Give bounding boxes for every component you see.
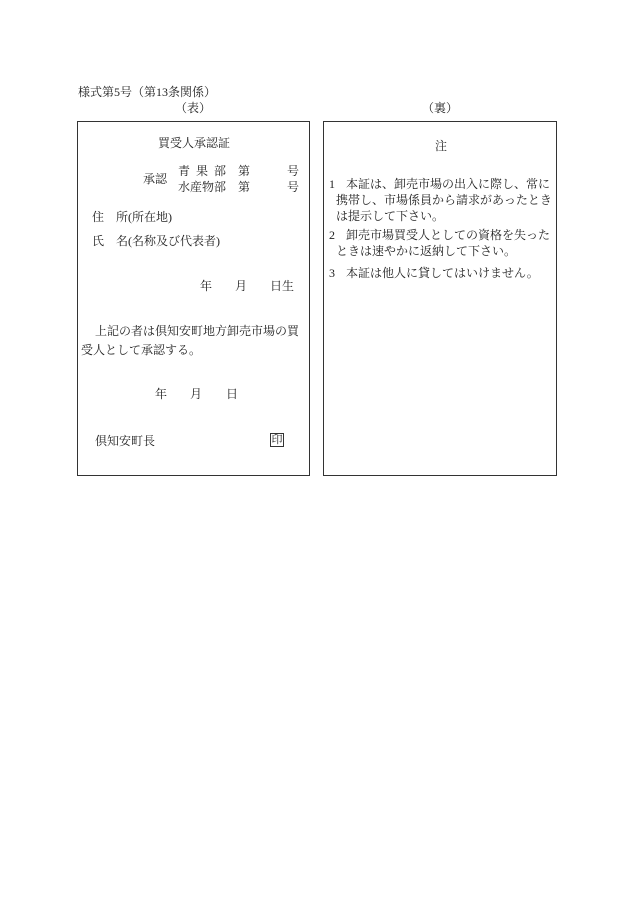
issue-year-label: 年 [155,387,168,401]
certificate-title: 買受人承認証 [158,136,231,150]
issue-day-label: 日 [226,387,239,401]
certificate-front [77,121,310,476]
notes-heading: 注 [435,139,448,153]
form-number-label: 様式第5号（第13条関係） [78,85,217,99]
name-label: 氏 名(名称及び代表者) [92,234,220,248]
approval-dept-produce: 青 果 部 [178,164,226,178]
note-line: は提示して下さい。 [336,209,445,223]
approval-go-seafood: 号 [287,180,300,194]
birth-year-label: 年 [200,279,213,293]
declaration-line-2: 受人として承認する。 [81,343,202,357]
approval-label: 承認 [143,172,168,186]
birth-month-label: 月 [235,279,248,293]
approval-dai-produce: 第 [238,164,251,178]
birth-day-label: 日生 [270,279,295,293]
issue-month-label: 月 [190,387,203,401]
note-number: 2 [329,228,335,242]
approval-go-produce: 号 [287,164,300,178]
note-line: 携帯し、市場係員から請求があったとき [336,193,552,207]
certificate-back [323,121,557,476]
note-line: 卸売市場買受人としての資格を失った [346,228,551,242]
note-number: 1 [329,177,335,191]
approval-dept-seafood: 水産物部 [178,180,227,194]
seal-mark: 印 [271,434,283,446]
back-side-label: （裏） [422,101,459,115]
issuer-name: 倶知安町長 [95,434,156,448]
note-line: ときは速やかに返納して下さい。 [336,244,517,258]
front-side-label: （表） [175,101,212,115]
note-line: 本証は、卸売市場の出入に際し、常に [346,177,551,191]
address-label: 住 所(所在地) [92,210,172,224]
declaration-line-1: 上記の者は倶知安町地方卸売市場の買 [95,324,300,338]
note-number: 3 [329,266,335,280]
note-line: 本証は他人に貸してはいけません。 [346,266,539,280]
approval-dai-seafood: 第 [238,180,251,194]
